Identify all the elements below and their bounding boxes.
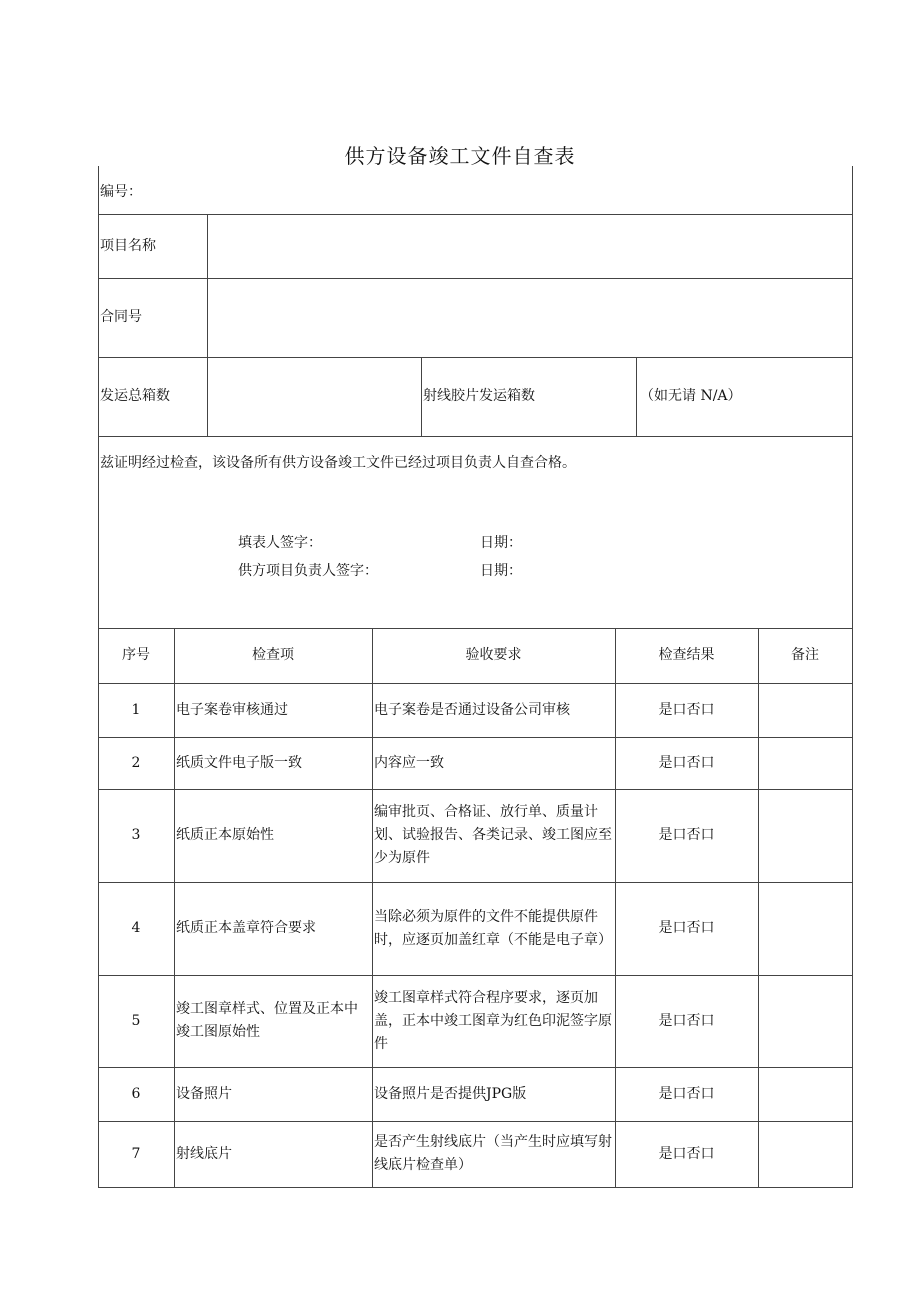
row-remark[interactable] — [758, 1121, 852, 1187]
row-remark[interactable] — [758, 683, 852, 737]
manager-date-label: 日期： — [480, 563, 522, 579]
row-remark[interactable] — [758, 789, 852, 882]
manager-signature-label: 供方项目负责人签字： — [238, 563, 378, 579]
row-requirement: 竣工图章样式符合程序要求，逐页加盖，正本中竣工图章为红色印泥签字原件 — [374, 989, 612, 1052]
row-number: 4 — [131, 920, 141, 936]
total-boxes-label: 发运总箱数 — [100, 388, 170, 404]
table-line — [98, 1187, 853, 1188]
row-requirement: 是否产生射线底片（当产生时应填写射线底片检查单） — [374, 1134, 612, 1173]
row-number: 5 — [131, 1012, 141, 1029]
column-header-remark: 备注 — [791, 647, 819, 663]
row-number: 2 — [131, 754, 141, 771]
certification-statement: 兹证明经过检查，该设备所有供方设备竣工文件已经过项目负责人自查合格。 — [100, 454, 576, 471]
row-number: 3 — [131, 827, 141, 843]
row-check-item: 纸质正本盖章符合要求 — [176, 920, 316, 936]
filler-date-label: 日期： — [480, 535, 522, 551]
row-number: 7 — [131, 1145, 141, 1162]
row-number: 6 — [131, 1085, 141, 1102]
row-number: 1 — [131, 701, 141, 718]
row-result-checkbox[interactable]: 是口否口 — [658, 827, 715, 843]
row-requirement: 编审批页、合格证、放行单、质量计划、试验报告、各类记录、竣工图应至少为原件 — [374, 804, 612, 866]
column-header-requirement: 验收要求 — [465, 647, 522, 663]
row-result-checkbox[interactable]: 是口否口 — [658, 1085, 715, 1102]
frame-right-border — [852, 166, 853, 1188]
project-name-label: 项目名称 — [100, 237, 156, 254]
row-result-checkbox[interactable]: 是口否口 — [658, 1145, 715, 1162]
column-header-item: 检查项 — [252, 647, 294, 663]
column-header-no: 序号 — [122, 647, 150, 663]
row-check-item: 竣工图章样式、位置及正本中竣工图原始性 — [176, 1001, 358, 1040]
row-line — [98, 436, 853, 437]
row-result-checkbox[interactable]: 是口否口 — [658, 701, 715, 718]
row-result-checkbox[interactable]: 是口否口 — [658, 1012, 715, 1029]
column-header-result: 检查结果 — [658, 647, 715, 663]
total-boxes-field[interactable] — [208, 358, 421, 436]
row-result-checkbox[interactable]: 是口否口 — [658, 754, 715, 771]
filler-signature-label: 填表人签字： — [238, 535, 322, 551]
number-label: 编号： — [100, 183, 142, 200]
radiograph-note: （如无请 N/A） — [640, 388, 742, 404]
row-requirement: 电子案卷是否通过设备公司审核 — [374, 701, 570, 718]
row-requirement: 内容应一致 — [374, 754, 444, 771]
row-check-item: 射线底片 — [176, 1145, 232, 1162]
row-check-item: 电子案卷审核通过 — [176, 701, 288, 718]
row-result-checkbox[interactable]: 是口否口 — [658, 920, 715, 936]
contract-no-field[interactable] — [208, 279, 852, 357]
contract-no-label: 合同号 — [100, 309, 142, 325]
row-remark[interactable] — [758, 1067, 852, 1121]
radiograph-boxes-label: 射线胶片发运箱数 — [423, 388, 535, 404]
row-check-item: 纸质正本原始性 — [176, 827, 274, 843]
project-name-field[interactable] — [208, 215, 852, 278]
row-check-item: 设备照片 — [176, 1085, 232, 1102]
row-check-item: 纸质文件电子版一致 — [176, 754, 302, 771]
row-remark[interactable] — [758, 737, 852, 789]
row-remark[interactable] — [758, 882, 852, 975]
row-remark[interactable] — [758, 975, 852, 1067]
row-requirement: 设备照片是否提供JPG版 — [374, 1085, 527, 1102]
page-title: 供方设备竣工文件自查表 — [344, 144, 576, 168]
row-requirement: 当除必须为原件的文件不能提供原件时，应逐页加盖红章（不能是电子章） — [374, 908, 612, 948]
